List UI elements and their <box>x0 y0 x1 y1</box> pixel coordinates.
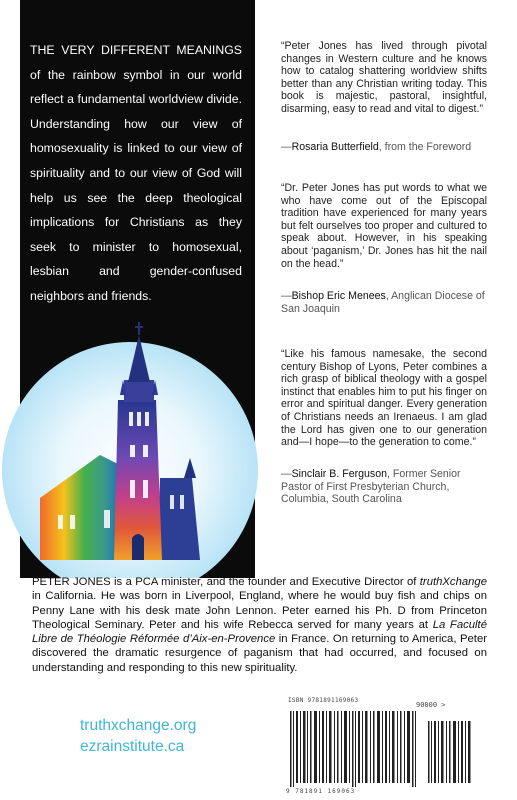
isbn-barcode <box>282 697 487 797</box>
website-links <box>80 715 196 757</box>
endorsement-quote-1: “Peter Jones has lived through pivotal changes in Western culture and he knows how to catalog shattering worldview shifts better than any Christian writing today. This book is majestic, pastoral, insightful, disarming, easy to read and vital to digest.” <box>281 40 487 115</box>
endorsement-attribution-1: —Rosaria Butterfield, from the Foreword <box>281 141 472 153</box>
church-icon <box>0 0 260 578</box>
summary-text: THE VERY DIFFERENT MEANINGS of the rainbow symbol in our world reflect a fundamental worldview divide. Understanding how our view of homosexuality is linked to our view of spirituality and to our view of God will help us see the deep theological implications for Christians as they seek to minister to homosexual, lesbian and gender-confused neighbors and friends. <box>30 43 242 303</box>
rainbow-church-illustration <box>0 0 260 578</box>
endorsement-attribution-2: —Bishop Eric Menees, Anglican Diocese of San Joaquin <box>281 290 485 315</box>
barcode-icon <box>288 707 484 787</box>
endorsement-quote-3: “Like his famous namesake, the second century Bishop of Lyons, Peter combines a rich grasp of biblical theology with a gospel instinct that enables him to put his finger on error and spiritual danger. Every generation of Christians needs an Irenaeus. I am glad the Lord has given one to our generation and—I hope—to the generation to come.” <box>281 348 487 449</box>
endorser-name: Rosaria Butterfield <box>291 141 379 153</box>
link-ezrainstitute[interactable]: ezrainstitute.ca <box>80 738 185 755</box>
endorsement-attribution-3: —Sinclair B. Ferguson, Former Senior Pastor of First Presbyterian Church, Columbia, South Carolina <box>281 468 461 506</box>
endorser-name: Bishop Eric Menees <box>291 290 386 302</box>
endorsement-quote-2: “Dr. Peter Jones has put words to what we who have come out of the Episcopal tradition have experienced for many years but felt ourselves too proper and cultured to speak about. However, in his speaking about ‘paganism,’ Dr. Jones has hit the nail on the head.” <box>281 182 487 270</box>
isbn-bottom-label: 9 781891 169063 <box>286 788 356 795</box>
endorser-name: Sinclair B. Ferguson <box>291 468 387 480</box>
author-bio: PETER JONES is a PCA minister, and the founder and Executive Director of truthXchange in California. He was born in Liverpool, England, where he would buy fish and chips on Penny Lane with his desk mate John Lennon. Peter earned his Ph. D from Princeton Theological Seminary. Peter and his wife Rebecca served for many years at La Faculté Libre de Théologie Réformée d’Aix-en-Provence in France. On returning to America, Peter discovered the dramatic resurgence of paganism that had occurred, and focused on understanding and responding to this new spirituality. <box>32 576 487 674</box>
isbn-top-label: ISBN 9781891169063 <box>288 697 359 704</box>
price-code: 90000 > <box>416 701 446 709</box>
link-truthxchange[interactable]: truthxchange.org <box>80 717 197 734</box>
